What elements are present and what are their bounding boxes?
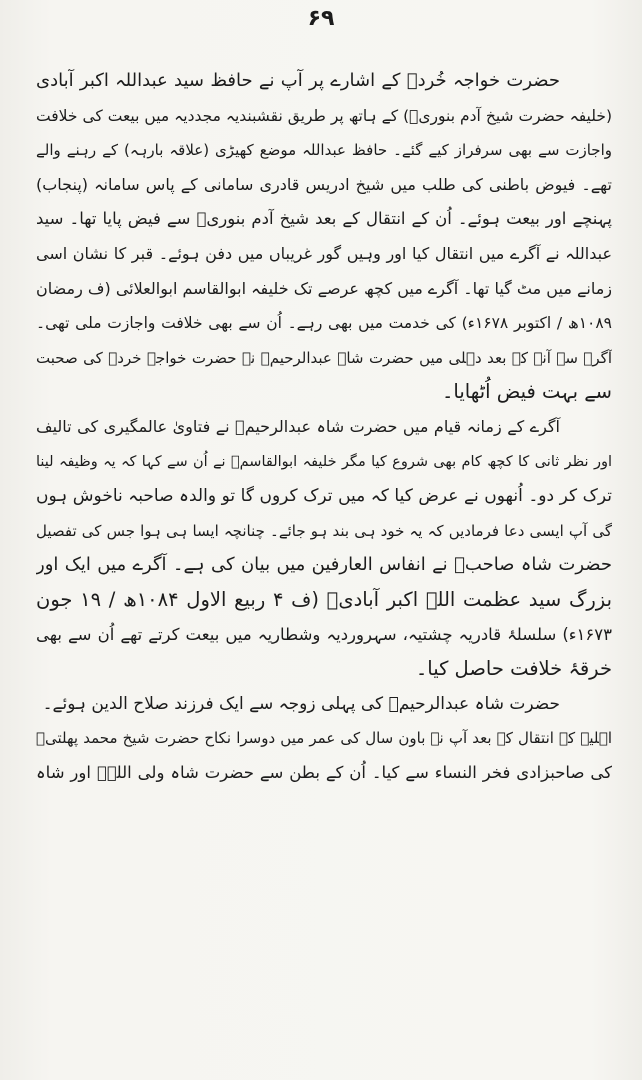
text-line: حضرت شاہ صاحبؒ نے انفاس العارفین میں بیان کی ہے۔ آگرے میں ایک اور: [36, 554, 612, 576]
text-line: (خلیفہ حضرت شیخ آدم بنوریؒ) کے ہاتھ پر طریق نقشبندیہ مجددیہ میں بیعت کی خلافت: [36, 106, 612, 125]
text-line: گی آپ ایسی دعا فرمادیں کہ یہ خود ہی بند ہو جائے۔ چنانچہ ایسا ہی ہوا جس کی تفصیل: [36, 521, 612, 540]
text-line: واجازت سے بھی سرفراز کیے گئے۔ حافظ عبداللہ موضع کھیڑی (علاقہ بارہہ) کے رہنے والے: [36, 141, 612, 160]
text-line: زمانے میں مٹ گیا تھا۔ آگرے میں کچھ عرصے تک خلیفہ ابوالقاسم ابوالعلائی (ف رمضان: [36, 278, 612, 298]
text-line: ۱۰۸۹ھ / اکتوبر ۱۶۷۸ء) کی خدمت میں بھی رہے۔ اُن سے بھی خلافت واجازت ملی تھی۔: [36, 314, 612, 333]
text-line: ترک کر دو۔ اُنھوں نے عرض کیا کہ میں ترک کروں گا تو والدہ صاحبہ ناخوش ہوں: [36, 486, 612, 507]
text-line: ۱۶۷۳ء) سلسلۂ قادریہ چشتیہ، سہروردیہ وشطاریہ میں بیعت کرتے تھے اُن سے بھی: [36, 624, 612, 644]
text-line: اہلیہ کے انتقال کے بعد آپ نے باون سال کی عمر میں دوسرا نکاح حضرت شیخ محمد پھلتیؒ: [36, 729, 612, 748]
text-line: حضرت خواجہ خُردؒ کے اشارے پر آپ نے حافظ سید عبداللہ اکبر آبادی: [36, 70, 560, 91]
page-number: ۶۹: [307, 6, 335, 31]
text-line: عبداللہ نے آگرے میں انتقال کیا اور وہیں گور غریباں میں دفن ہوئے۔ قبر کا نشان اسی: [36, 243, 612, 263]
text-line: تھے۔ فیوض باطنی کی طلب میں شیخ ادریس قادری سامانی کے پاس سامانہ (پنجاب): [36, 174, 612, 194]
text-line: آگرے سے آنے کے بعد دہلی میں حضرت شاہ عبدالرحیمؒ نے حضرت خواجہ خردؒ کی صحبت: [36, 348, 612, 367]
text-line: پہنچے اور بیعت ہوئے۔ اُن کے انتقال کے بعد شیخ آدم بنوریؒ سے فیض پایا تھا۔ سید: [36, 209, 612, 229]
text-line: بزرگ سید عظمت اللہ اکبر آبادیؒ (ف ۴ ربیع الاول ۱۰۸۴ھ / ۱۹ جون: [36, 587, 612, 611]
body-text: [36, 64, 612, 790]
text-line: آگرے کے زمانہ قیام میں حضرت شاہ عبدالرحیمؒ نے فتاویٰ عالمگیری کی تالیف: [36, 416, 560, 436]
text-line: حضرت شاہ عبدالرحیمؒ کی پہلی زوجہ سے ایک فرزند صلاح الدین ہوئے۔: [42, 693, 560, 714]
text-line: کی صاحبزادی فخر النساء سے کیا۔ اُن کے بطن سے حضرت شاہ ولی اللہؒ اور شاہ: [36, 762, 612, 782]
text-line: خرقۂ خلافت حاصل کیا۔: [415, 657, 612, 681]
text-line: اور نظر ثانی کا کچھ کام بھی شروع کیا مگر خلیفہ ابوالقاسمؒ نے اُن سے کہا کہ یہ وظیفہ لینا: [36, 453, 612, 470]
text-line: سے بہت فیض اُٹھایا۔: [441, 380, 612, 404]
